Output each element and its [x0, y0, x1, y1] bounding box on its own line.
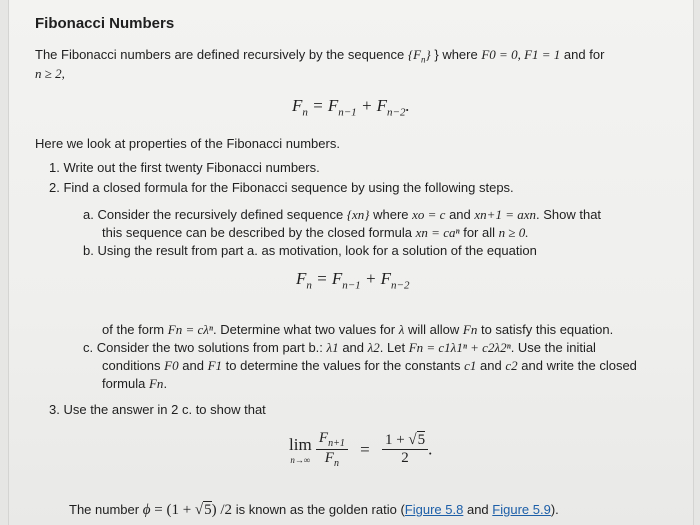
- sub-item-text: and: [449, 207, 471, 222]
- limit-fraction: [316, 430, 348, 469]
- list-text: Find a closed formula for the Fibonacci sequence by using the following steps.: [63, 180, 514, 195]
- limit-label: lim: [289, 434, 312, 454]
- figure-5-9-link[interactable]: Figure 5.9: [492, 502, 551, 517]
- math-lambda: λ: [398, 322, 405, 337]
- list-text: Write out the first twenty Fibonacci numbers.: [63, 160, 320, 175]
- list-number: 3.: [49, 402, 60, 417]
- sub-item-text: Using the result from part a. as motivation, look for a solution of the equation: [97, 243, 537, 258]
- limit-subscript: n→∞: [290, 454, 311, 465]
- sub-item-text: .: [163, 376, 168, 391]
- math-sequence: {xn}: [346, 207, 370, 222]
- sub-item-text: . Use the initial: [510, 340, 596, 355]
- recurrence-equation: $F_n = F_{n-1} + F_{n-2}$.: [292, 96, 410, 119]
- fraction-denominator: $F_n$: [324, 450, 339, 469]
- sub-item-text: this sequence can be described by the closed formula: [102, 225, 413, 240]
- intro-sequence: $\{F_n\}$: [407, 47, 431, 65]
- page-title: Fibonacci Numbers: [35, 15, 175, 32]
- math-c1: c1: [464, 358, 477, 373]
- sub-item-text: . Let: [379, 340, 406, 355]
- golden-denominator: 2: [401, 450, 409, 466]
- list-item-3: [49, 402, 266, 417]
- sub-item-b: [83, 243, 537, 258]
- math-lambda2: λ2: [367, 340, 380, 355]
- sub-item-text: will allow: [407, 322, 460, 337]
- list-item-1: [49, 160, 320, 175]
- math-closed-formula: xn = caⁿ: [415, 225, 460, 240]
- sub-item-text: to determine the values for the constants: [225, 358, 461, 373]
- math-c2: c2: [505, 358, 518, 373]
- fraction-numerator: $F_{n+1}$: [316, 430, 348, 450]
- sub-item-text: formula: [102, 376, 146, 391]
- sub-item-text: of the form: [102, 322, 165, 337]
- math-f1: F1: [207, 358, 223, 373]
- document-page: [8, 0, 694, 525]
- list-number: 1.: [49, 160, 60, 175]
- intro-suffix: and for: [563, 47, 605, 62]
- sub-item-text: . Show that: [536, 207, 602, 222]
- math-recurrence: xn+1 = axn: [474, 207, 536, 222]
- sub-item-text: and: [480, 358, 502, 373]
- math-form: Fn = cλⁿ: [167, 322, 213, 337]
- limit-period: .: [428, 439, 433, 459]
- lead-text: Here we look at properties of the Fibonacci numbers.: [35, 136, 340, 151]
- golden-fraction: [382, 432, 428, 467]
- golden-numerator: 1 + √5: [382, 432, 428, 450]
- limit-operator: [289, 435, 312, 465]
- math-fn: Fn: [148, 376, 164, 391]
- list-text: Use the answer in 2 c. to show that: [63, 402, 266, 417]
- math-fn: Fn: [462, 322, 478, 337]
- sub-item-text: and: [342, 340, 365, 355]
- note-text: is known as the golden ratio (: [235, 502, 405, 517]
- sub-item-letter: a.: [83, 207, 94, 222]
- figure-5-8-link[interactable]: Figure 5.8: [404, 502, 464, 517]
- sub-item-text: where: [373, 207, 409, 222]
- golden-ratio-note: [69, 502, 559, 519]
- sub-item-letter: c.: [83, 340, 94, 355]
- intro-prefix: The Fibonacci numbers are defined recursively by the sequence: [35, 47, 405, 62]
- sub-item-text: Consider the recursively defined sequence: [97, 207, 344, 222]
- equation-b: $F_n = F_{n-1} + F_{n-2}$: [296, 269, 410, 292]
- sub-item-text: to satisfy this equation.: [480, 322, 614, 337]
- sub-item-letter: b.: [83, 243, 94, 258]
- sub-item-text: and: [182, 358, 204, 373]
- math-initial: xo = c: [412, 207, 446, 222]
- sub-item-c-line2: [102, 358, 637, 374]
- sub-item-a: [83, 207, 601, 223]
- sub-item-text: . Determine what two values for: [212, 322, 396, 337]
- sub-item-text: for all: [463, 225, 495, 240]
- sub-item-text: conditions: [102, 358, 161, 373]
- math-lambda1: λ1: [326, 340, 339, 355]
- intro-initial: F0 = 0, F1 = 1: [481, 47, 561, 62]
- sub-item-a-line2: [102, 225, 529, 241]
- sub-item-c-line3: [102, 376, 167, 392]
- sub-item-c: [83, 340, 596, 356]
- intro-condition: n ≥ 2,: [35, 66, 65, 81]
- intro-middle: } where: [434, 47, 478, 62]
- sub-item-text: Consider the two solutions from part b.:: [96, 340, 323, 355]
- list-item-2: [49, 180, 514, 195]
- math-general-solution: Fn = c1λ1ⁿ + c2λ2ⁿ: [408, 340, 511, 355]
- intro-line: [35, 47, 604, 65]
- math-condition: n ≥ 0.: [498, 225, 529, 240]
- sub-item-b-line2: [102, 322, 613, 338]
- note-text: and: [466, 502, 489, 517]
- sub-item-text: and write the closed: [521, 358, 637, 373]
- limit-expression: [289, 430, 432, 469]
- phi-formula: ϕ = (1 + √5) /2: [142, 502, 233, 518]
- equals-sign: =: [360, 439, 370, 459]
- note-text: ).: [550, 502, 559, 517]
- note-text: The number: [69, 502, 140, 517]
- list-number: 2.: [49, 180, 60, 195]
- math-f0: F0: [164, 358, 179, 373]
